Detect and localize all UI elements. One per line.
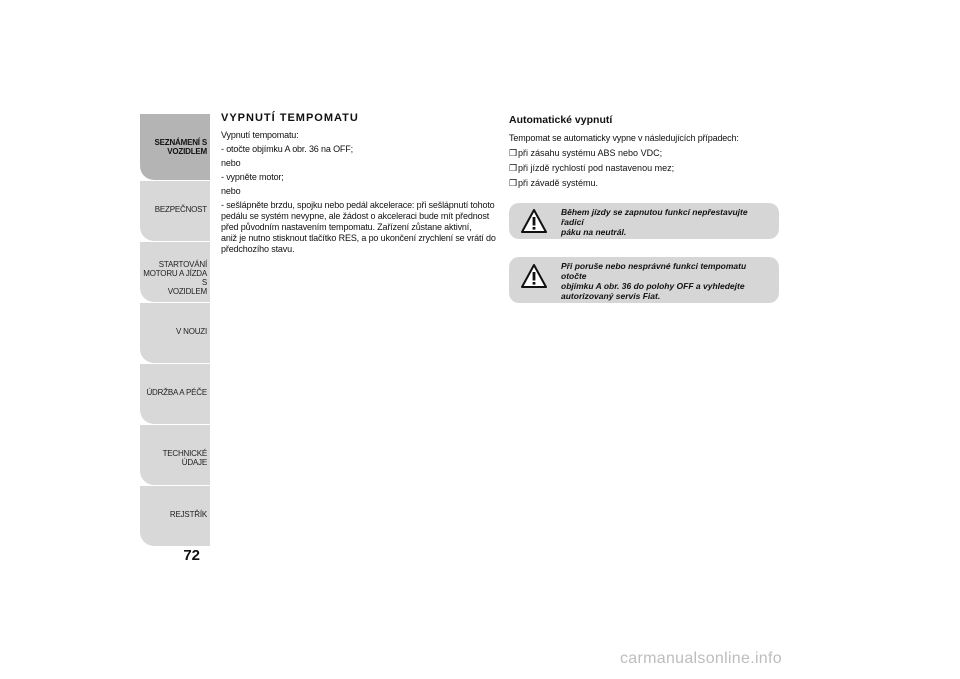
list-item: ❒při závadě systému. (509, 178, 599, 188)
warning-triangle-icon (521, 264, 547, 288)
checkbox-bullet-icon: ❒ (509, 178, 518, 188)
page-number: 72 (183, 547, 200, 564)
text-line: nebo (221, 186, 241, 196)
section-heading: VYPNUTÍ TEMPOMATU (221, 112, 359, 124)
tab-technicke-udaje[interactable] (140, 425, 210, 485)
tab-label: REJSTŘÍK (169, 510, 207, 519)
watermark: carmanualsonline.info (620, 650, 782, 667)
tab-label: V NOUZI (175, 327, 207, 336)
tab-label: BEZPEČNOST (154, 205, 207, 214)
chapter-tabs (140, 114, 210, 547)
left-column (221, 112, 499, 255)
intro-text: Tempomat se automaticky vypne v následujících případech: (509, 133, 739, 143)
text-line: Vypnutí tempomatu: (221, 130, 299, 140)
tab-seznameni[interactable] (140, 114, 210, 180)
checkbox-bullet-icon: ❒ (509, 148, 518, 158)
text-line: - vypněte motor; (221, 172, 284, 182)
warning-text: Během jízdy se zapnutou funkcí nepřestavujte řadicí páku na neutrál. (561, 207, 748, 237)
checkbox-bullet-icon: ❒ (509, 163, 518, 173)
tab-label: ÚDRŽBA A PÉČE (146, 388, 207, 397)
warning-box (509, 203, 779, 239)
tab-startovani[interactable] (140, 242, 210, 302)
text-line: - otočte objímku A obr. 36 na OFF; (221, 144, 353, 154)
tab-bezpecnost[interactable] (140, 181, 210, 241)
subsection-heading: Automatické vypnutí (509, 114, 613, 126)
warning-triangle-icon (521, 209, 547, 233)
paragraph: - sešlápněte brzdu, spojku nebo pedál akcelerace: při sešlápnutí tohoto pedálu se systém nevypne, ale žádost o akceleraci bude mít přednost před původním nastavením tempomatu. Zařízení zůstane aktivní, aniž je nutno stisknout tlačítko RES, a po ukončení zrychlení se vrátí do předchozího stavu. (221, 200, 496, 254)
right-column (509, 112, 781, 303)
tab-label: TECHNICKÉ ÚDAJE (162, 449, 207, 467)
tab-rejstrik[interactable] (140, 486, 210, 546)
warning-box (509, 257, 779, 303)
tab-v-nouzi[interactable] (140, 303, 210, 363)
list-item: ❒při jízdě rychlostí pod nastavenou mez; (509, 163, 675, 173)
warning-text: Při poruše nebo nesprávné funkci tempomatu otočte objímku A obr. 36 do polohy OFF a vyhledejte autorizovaný servis Fiat. (561, 261, 747, 301)
list-item: ❒při zásahu systému ABS nebo VDC; (509, 148, 663, 158)
tab-label: SEZNÁMENÍ S VOZIDLEM (154, 138, 207, 156)
text-line: nebo (221, 158, 241, 168)
tab-udrzba[interactable] (140, 364, 210, 424)
tab-label: STARTOVÁNÍ MOTORU A JÍZDA S VOZIDLEM (143, 260, 207, 296)
